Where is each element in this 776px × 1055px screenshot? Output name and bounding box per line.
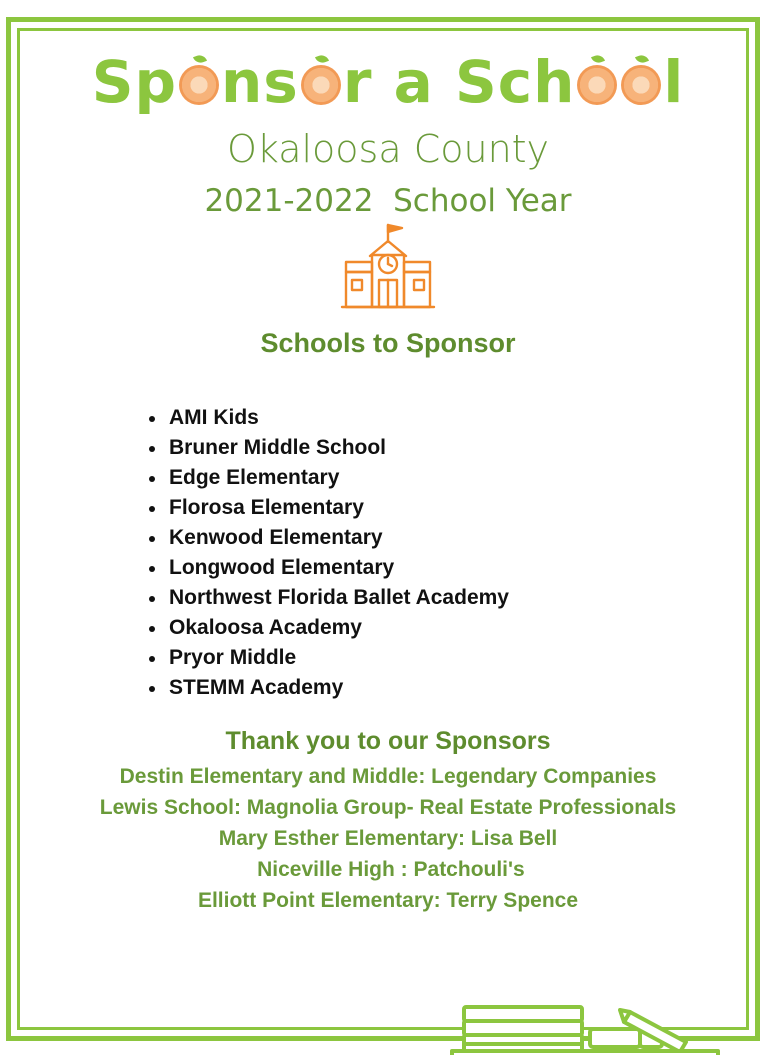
- logo-text-1: Sp: [91, 48, 177, 116]
- list-item: Bruner Middle School: [148, 433, 509, 463]
- logo-text-2: ns: [221, 48, 299, 116]
- list-item: Edge Elementary: [148, 463, 509, 493]
- sponsor-item: Mary Esther Elementary: Lisa Bell: [218, 827, 558, 850]
- peach-o-icon: [179, 65, 219, 105]
- sponsor-item: Lewis School: Magnolia Group- Real Estate Professionals: [99, 796, 677, 819]
- school-list: [148, 403, 509, 703]
- books-pencil-icon: [448, 998, 728, 1055]
- list-item: Longwood Elementary: [148, 553, 509, 583]
- list-item: Florosa Elementary: [148, 493, 509, 523]
- school-year: 2021-2022 School Year: [204, 183, 572, 219]
- list-item: Kenwood Elementary: [148, 523, 509, 553]
- peach-o-icon: [301, 65, 341, 105]
- sponsor-item: Elliott Point Elementary: Terry Spence: [197, 889, 579, 912]
- list-item: Okaloosa Academy: [148, 613, 509, 643]
- sponsors-heading: Thank you to our Sponsors: [225, 727, 551, 755]
- logo-text-3: r a Sch: [342, 48, 576, 116]
- list-item: Pryor Middle: [148, 643, 509, 673]
- sponsor-item: Destin Elementary and Middle: Legendary Companies: [119, 765, 657, 788]
- peach-o-icon: [577, 65, 617, 105]
- logo-text-4: l: [663, 48, 685, 116]
- list-item: Northwest Florida Ballet Academy: [148, 583, 509, 613]
- sponsor-a-school-logo: [0, 48, 776, 116]
- county-title: Okaloosa County: [226, 127, 550, 171]
- sponsor-list: [0, 761, 776, 916]
- peach-o-icon: [621, 65, 661, 105]
- list-item: AMI Kids: [148, 403, 509, 433]
- list-item: STEMM Academy: [148, 673, 509, 703]
- sponsor-item: Niceville High : Patchouli's: [251, 858, 525, 881]
- schools-heading: Schools to Sponsor: [260, 328, 516, 358]
- school-building-icon: [340, 222, 436, 312]
